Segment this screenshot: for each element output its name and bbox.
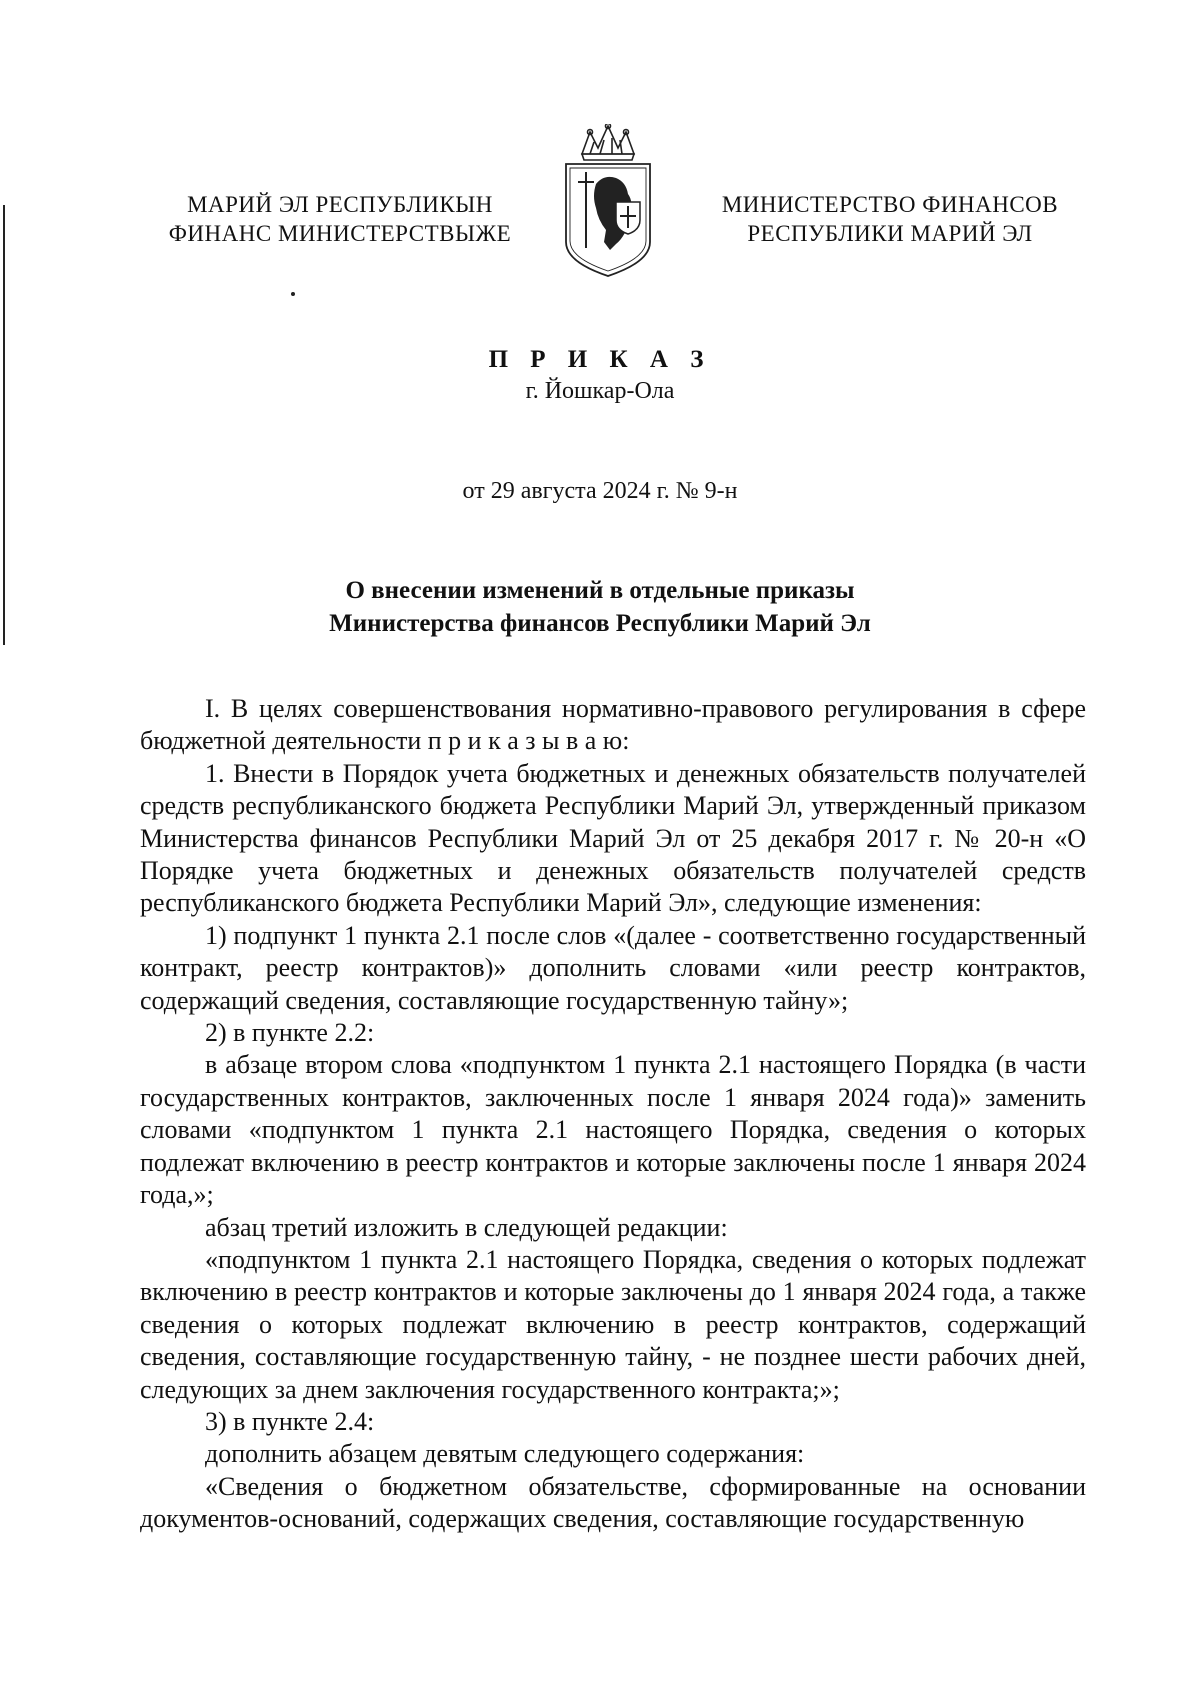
header-left-mari — [150, 190, 530, 248]
body-paragraph: абзац третий изложить в следующей редакции: — [205, 1212, 728, 1242]
body-paragraph: 2) в пункте 2.2: — [205, 1018, 375, 1048]
coat-of-arms-icon — [560, 124, 656, 280]
header-right-line-2: РЕСПУБЛИКИ МАРИЙ ЭЛ — [747, 221, 1033, 246]
document-title-line-1: О внесении изменений в отдельные приказы — [345, 577, 855, 604]
body-paragraph: «подпунктом 1 пункта 2.1 настоящего Порядка, сведения о которых подлежат включению в реестр контрактов и которые заключены до 1 января 2024 года, а также сведения о которых подлежат включению в реестр контрактов, содержащий сведения, составляющие государственную тайну, - не позднее шести рабочих дней, следующих за днем заключения государственного контракта;»; — [140, 1244, 1086, 1404]
document-date-number: от 29 августа 2024 г. № 9-н — [462, 478, 738, 504]
document-body — [140, 693, 1086, 1536]
body-paragraph: «Сведения о бюджетном обязательстве, сформированные на основании документов-оснований, содержащих сведения, составляющие государственную — [140, 1471, 1086, 1534]
body-paragraph: I. В целях совершенствования нормативно-правового регулирования в сфере бюджетной деятельности п р и к а з ы в а ю: — [140, 694, 1086, 756]
header-left-line-2: ФИНАНС МИНИСТЕРСТВЫЖЕ — [168, 221, 512, 246]
body-paragraph: 3) в пункте 2.4: — [205, 1406, 375, 1436]
body-paragraph: 1. Внести в Порядок учета бюджетных и денежных обязательств получателей средств республиканского бюджета Республики Марий Эл, утвержденный приказом Министерства финансов Республики Марий Эл от 25 декабря 2017 г. № 20-н «О Порядке учета бюджетных и денежных обязательств получателей средств республиканского бюджета Республики Марий Эл», следующие изменения: — [140, 758, 1086, 918]
document-title-line-2: Министерства финансов Республики Марий Эл — [329, 610, 871, 637]
header-right-line-1: МИНИСТЕРСТВО ФИНАНСОВ — [721, 192, 1059, 217]
body-paragraph: дополнить абзацем девятым следующего содержания: — [205, 1439, 805, 1469]
document-title — [0, 574, 1200, 640]
header-right-ministry — [700, 190, 1080, 248]
body-paragraph: в абзаце втором слова «подпунктом 1 пункта 2.1 настоящего Порядка (в части государственных контрактов, заключенных после 1 января 2024 года)» заменить словами «подпунктом 1 пункта 2.1 настоящего Порядка, сведения о которых подлежат включению в реестр контрактов и которые заключены после 1 января 2024 года,»; — [140, 1050, 1086, 1210]
scan-dot — [291, 292, 295, 296]
document-type: П Р И К А З — [488, 346, 712, 373]
document-city: г. Йошкар-Ола — [525, 378, 675, 404]
header-left-line-1: МАРИЙ ЭЛ РЕСПУБЛИКЫН — [187, 192, 493, 217]
body-paragraph: 1) подпункт 1 пункта 2.1 после слов «(далее - соответственно государственный контракт, реестр контрактов)» дополнить словами «или реестр контрактов, содержащий сведения, составляющие государственную тайну»; — [140, 920, 1086, 1015]
